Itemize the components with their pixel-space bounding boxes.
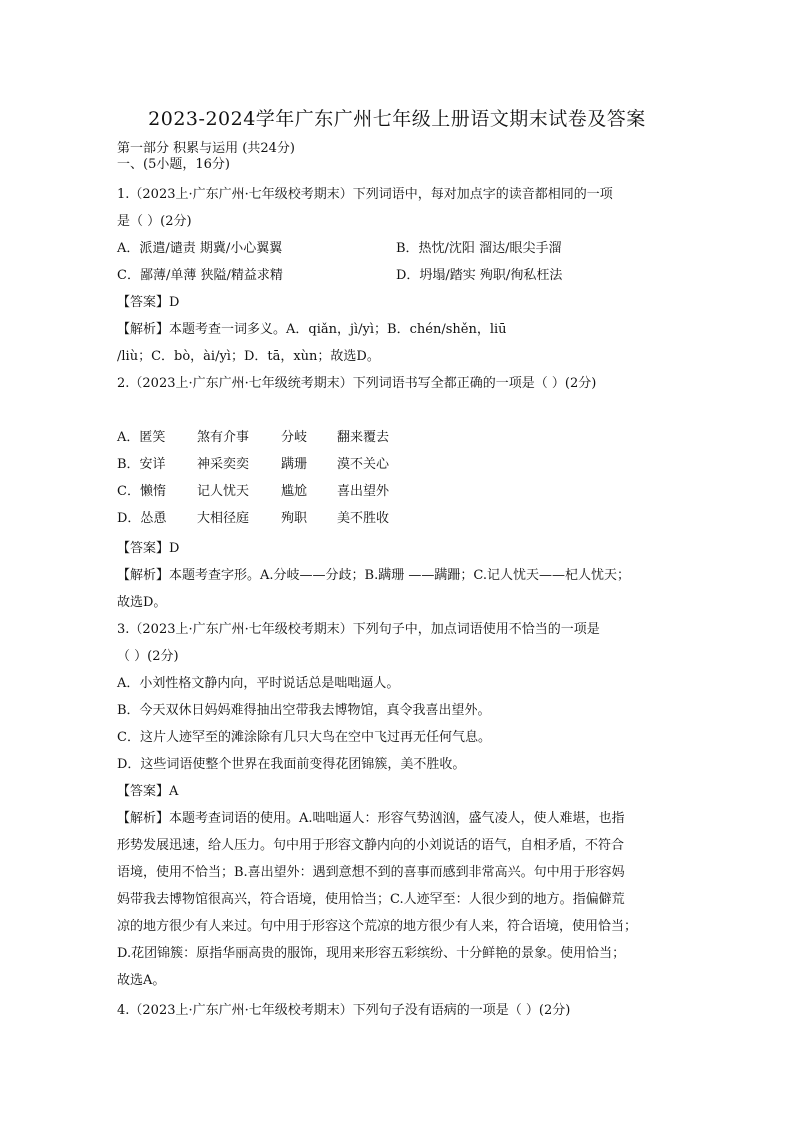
q3-option-c: C．这片人迹罕至的滩涂除有几只大鸟在空中飞过再无任何气息。 <box>117 730 491 745</box>
q1-option-b: B．热忱/沈阳 溜达/眼尖手溜 <box>396 241 562 256</box>
q2-b-word1: B．安详 <box>117 457 166 472</box>
q2-option-d <box>117 510 389 528</box>
q2-c-word2: 记人忧天 <box>197 484 250 499</box>
part-heading: 第一部分 积累与运用 (共24分) <box>117 141 295 156</box>
q1-stem: 1.（2023上·广东广州·七年级校考期末）下列词语中，每对加点字的读音都相同的一项 <box>117 187 613 202</box>
q2-option-c <box>117 483 389 501</box>
page-title: 2023-2024学年广东广州七年级上册语文期末试卷及答案 <box>148 108 646 130</box>
q3-analysis-line: 故选A。 <box>117 973 166 988</box>
q2-a-word1: A．匿笑 <box>117 430 166 445</box>
q2-answer: 【答案】D <box>117 541 180 556</box>
q3-option-b: B．今天双休日妈妈难得抽出空带我去博物馆，真令我喜出望外。 <box>117 703 491 718</box>
q3-analysis-line: 【解析】本题考查词语的使用。A.咄咄逼人：形容气势汹汹，盛气凌人，使人难堪，也指 <box>117 811 625 826</box>
q3-option-a: A．小刘性格文静内向，平时说话总是咄咄逼人。 <box>117 676 400 691</box>
q2-stem: 2.（2023上·广东广州·七年级统考期末）下列词语书写全都正确的一项是（ ）(2分) <box>117 376 597 391</box>
q3-stem: 3.（2023上·广东广州·七年级校考期末）下列句子中，加点词语使用不恰当的一项是 <box>117 622 600 637</box>
q4-stem: 4.（2023上·广东广州·七年级校考期末）下列句子没有语病的一项是（ ）(2分) <box>117 1003 571 1018</box>
q2-b-word3: 蹒珊 <box>281 457 308 472</box>
q2-d-word4: 美不胜收 <box>337 511 390 526</box>
q2-analysis-cont: 故选D。 <box>117 595 167 610</box>
q3-analysis-line: 形势发展迅速，给人压力。句中用于形容文静内向的小刘说话的语气，自相矛盾，不符合 <box>117 838 625 853</box>
q2-analysis: 【解析】本题考查字形。A.分岐——分歧；B.蹒珊 ——蹒跚；C.记人忧天——杞人忧天； <box>117 568 630 583</box>
q3-stem-cont: （ ）(2分) <box>117 649 179 664</box>
q2-c-word4: 喜出望外 <box>337 484 390 499</box>
q3-analysis-line: 语境，使用不恰当；B.喜出望外：遇到意想不到的喜事而感到非常高兴。句中用于形容妈 <box>117 865 625 880</box>
q2-c-word3: 尴尬 <box>281 484 308 499</box>
q2-a-word4: 翻来覆去 <box>337 430 390 445</box>
q2-b-word2: 神采奕奕 <box>197 457 250 472</box>
q1-analysis-cont: /liù；C．bò，ài/yì；D．tā，xùn；故选D。 <box>117 349 380 364</box>
section-heading: 一、(5小题，16分) <box>117 157 230 172</box>
q1-option-d: D．坍塌/踏实 殉职/徇私枉法 <box>396 268 563 283</box>
q2-a-word3: 分岐 <box>281 430 308 445</box>
q2-d-word1: D．怂恿 <box>117 511 167 526</box>
q3-option-d: D．这些词语使整个世界在我面前变得花团锦簇，美不胜收。 <box>117 757 466 772</box>
q2-b-word4: 漠不关心 <box>337 457 390 472</box>
q2-option-a <box>117 429 389 447</box>
q2-option-b <box>117 456 389 474</box>
q2-c-word1: C．懒惰 <box>117 484 166 499</box>
q2-a-word2: 煞有介事 <box>197 430 250 445</box>
q2-d-word2: 大相径庭 <box>197 511 250 526</box>
q3-analysis-line: 凉的地方很少有人来过。句中用于形容这个荒凉的地方很少有人来，符合语境，使用恰当； <box>117 919 638 934</box>
q1-analysis: 【解析】本题考查一词多义。A．qiǎn，jì/yì；B．chén/shěn，liū <box>117 322 507 337</box>
q1-answer: 【答案】D <box>117 295 180 310</box>
q3-answer: 【答案】A <box>117 784 179 799</box>
q1-option-c: C．鄙薄/单薄 狭隘/精益求精 <box>117 268 283 283</box>
q1-stem-cont: 是（ ）(2分) <box>117 214 192 229</box>
q1-option-a: A．派遣/谴责 期冀/小心翼翼 <box>117 241 283 256</box>
q3-analysis-line: D.花团锦簇：原指华丽高贵的服饰，现用来形容五彩缤纷、十分鲜艳的景象。使用恰当； <box>117 946 626 961</box>
q2-d-word3: 殉职 <box>281 511 308 526</box>
q3-analysis-line: 妈带我去博物馆很高兴，符合语境，使用恰当；C.人迹罕至：人很少到的地方。指偏僻荒 <box>117 892 625 907</box>
